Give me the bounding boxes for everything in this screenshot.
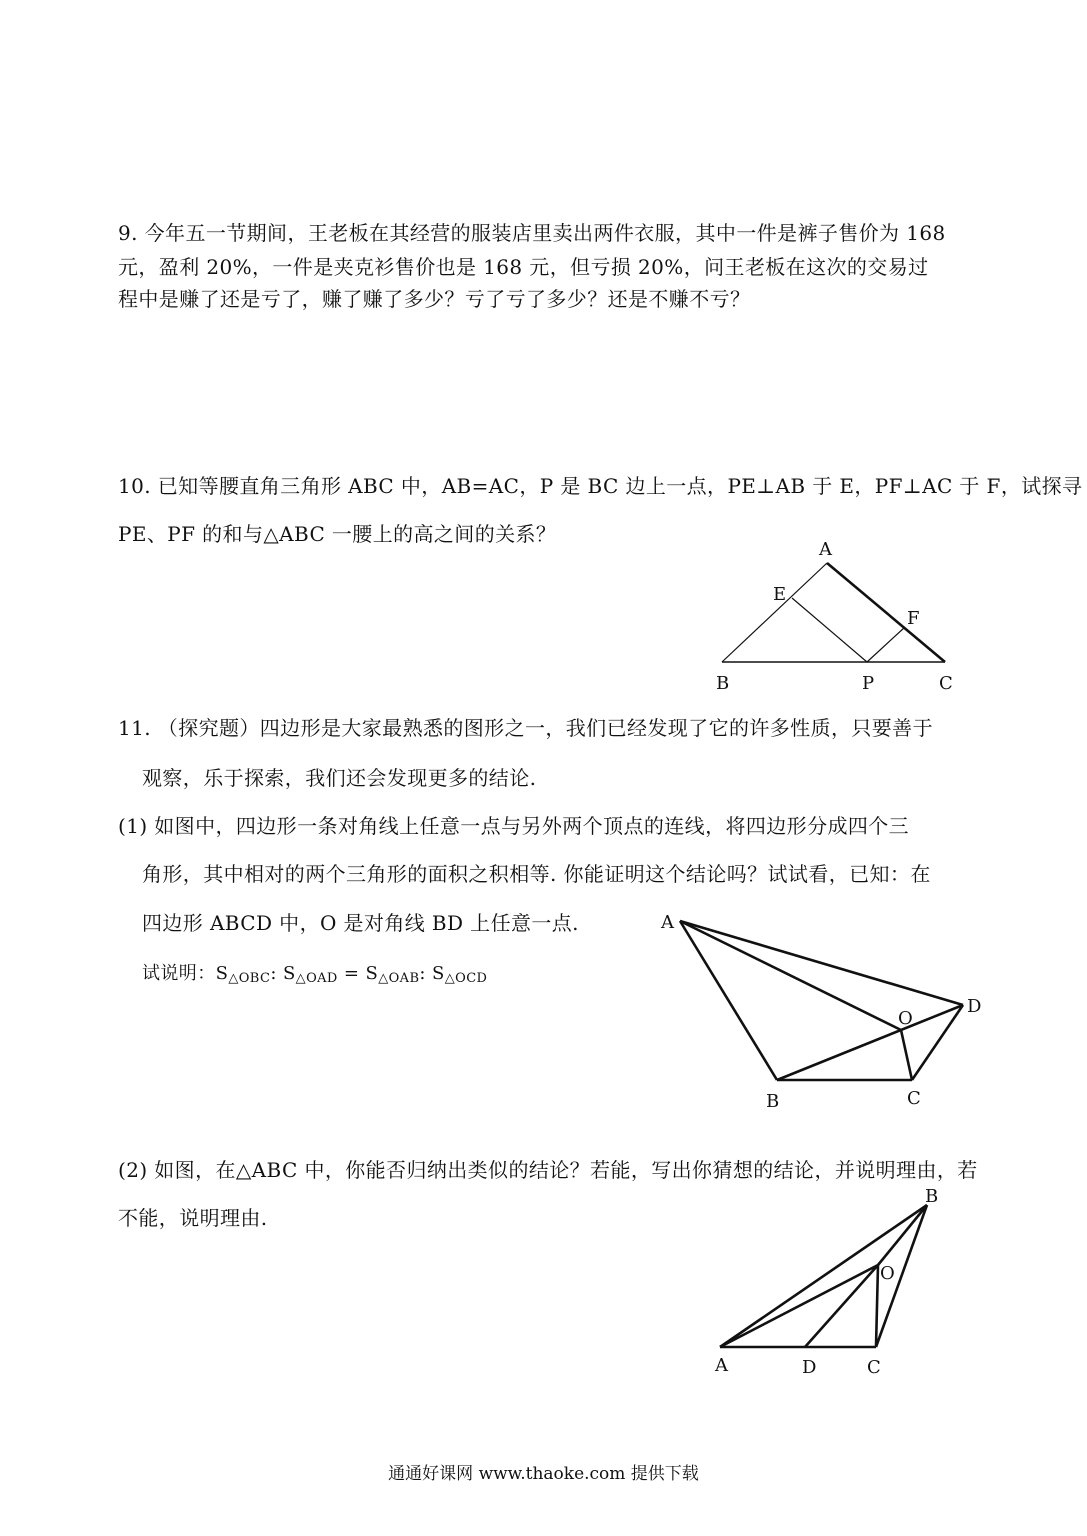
tri-label-o: O bbox=[880, 1263, 895, 1284]
quad-side-ab bbox=[680, 921, 777, 1080]
formula-s-1: S bbox=[215, 963, 229, 984]
formula-sub-oad: △OAD bbox=[295, 971, 338, 986]
tri-segment-ao bbox=[720, 1265, 878, 1347]
tri-side-ab bbox=[720, 1205, 927, 1347]
quad-side-ad bbox=[680, 921, 963, 1005]
formula-colon-2: : bbox=[419, 963, 426, 984]
formula-equals: = bbox=[343, 963, 360, 984]
quad-label-o: O bbox=[898, 1008, 913, 1029]
formula-sub-ocd: △OCD bbox=[444, 971, 488, 986]
q11-part2-line-1: (2) 如图，在△ABC 中，你能否归纳出类似的结论？若能，写出你猜想的结论，并说明理由，若 bbox=[118, 1158, 978, 1182]
tri-segment-oc bbox=[876, 1265, 878, 1347]
tri-segment-od bbox=[805, 1265, 878, 1347]
q10-segment-pe bbox=[792, 598, 867, 662]
formula-s-4: S bbox=[432, 963, 445, 984]
q9-line-1: 9. 今年五一节期间，王老板在其经营的服装店里卖出两件衣服，其中一件是裤子售价为 168 bbox=[118, 221, 946, 245]
quad-side-cd bbox=[912, 1005, 963, 1080]
q10-label-c: C bbox=[939, 673, 953, 694]
tri-segment-ob bbox=[878, 1205, 927, 1265]
quad-label-d: D bbox=[967, 996, 982, 1017]
q10-label-a: A bbox=[819, 539, 832, 560]
formula-s-3: S bbox=[365, 963, 379, 984]
q11-line-1: 11. （探究题）四边形是大家最熟悉的图形之一，我们已经发现了它的许多性质，只要善于 bbox=[118, 716, 933, 740]
q10-line-2: PE、PF 的和与△ABC 一腰上的高之间的关系？ bbox=[118, 522, 557, 546]
formula-sub-oab: △OAB bbox=[378, 971, 420, 986]
tri-label-a: A bbox=[715, 1355, 728, 1376]
quad-segment-ao bbox=[680, 921, 901, 1030]
quad-segment-oc bbox=[901, 1030, 912, 1080]
quad-label-a: A bbox=[661, 912, 674, 933]
tri-label-d: D bbox=[802, 1357, 817, 1378]
q10-label-p: P bbox=[862, 673, 875, 694]
formula-prompt: 试说明： bbox=[142, 963, 216, 984]
q11-part1-line-3: 四边形 ABCD 中，O 是对角线 BD 上任意一点. bbox=[142, 911, 579, 935]
q10-line-1: 10. 已知等腰直角三角形 ABC 中，AB=AC，P 是 BC 边上一点，PE⊥AB 于 E，PF⊥AC 于 F，试探寻 bbox=[118, 474, 1083, 498]
formula-sub-obc: △OBC bbox=[228, 971, 271, 986]
q10-label-b: B bbox=[716, 673, 730, 694]
q11-part1-formula bbox=[142, 960, 487, 993]
quad-label-b: B bbox=[766, 1091, 780, 1112]
q10-label-e: E bbox=[773, 584, 787, 605]
q10-segment-pf bbox=[867, 627, 905, 662]
q10-label-f: F bbox=[907, 608, 920, 629]
q10-segment-ab bbox=[722, 563, 827, 662]
tri-label-b: B bbox=[925, 1186, 939, 1207]
q9-line-3: 程中是赚了还是亏了，赚了赚了多少？亏了亏了多少？还是不赚不亏？ bbox=[118, 287, 751, 311]
formula-s-2: S bbox=[282, 963, 296, 984]
q11-line-2: 观察，乐于探索，我们还会发现更多的结论. bbox=[142, 766, 537, 790]
q11-part2-line-2: 不能，说明理由. bbox=[118, 1206, 268, 1230]
tri-label-c: C bbox=[867, 1357, 881, 1378]
tri-side-bc bbox=[876, 1205, 927, 1347]
q10-segment-ac bbox=[827, 563, 945, 662]
quad-label-c: C bbox=[907, 1088, 921, 1109]
q9-line-2: 元，盈利 20%，一件是夹克衫售价也是 168 元，但亏损 20%，问王老板在这次的交易过 bbox=[118, 255, 929, 279]
quad-diagonal-bd bbox=[777, 1005, 963, 1080]
q11-part1-line-1: (1) 如图中，四边形一条对角线上任意一点与另外两个顶点的连线，将四边形分成四个三 bbox=[118, 814, 910, 838]
page-footer: 通通好课网 www.thaoke.com 提供下载 bbox=[388, 1464, 699, 1484]
q11-part1-line-2: 角形，其中相对的两个三角形的面积之积相等. 你能证明这个结论吗？试试看，已知：在 bbox=[142, 862, 931, 886]
formula-colon-1: : bbox=[270, 963, 277, 984]
